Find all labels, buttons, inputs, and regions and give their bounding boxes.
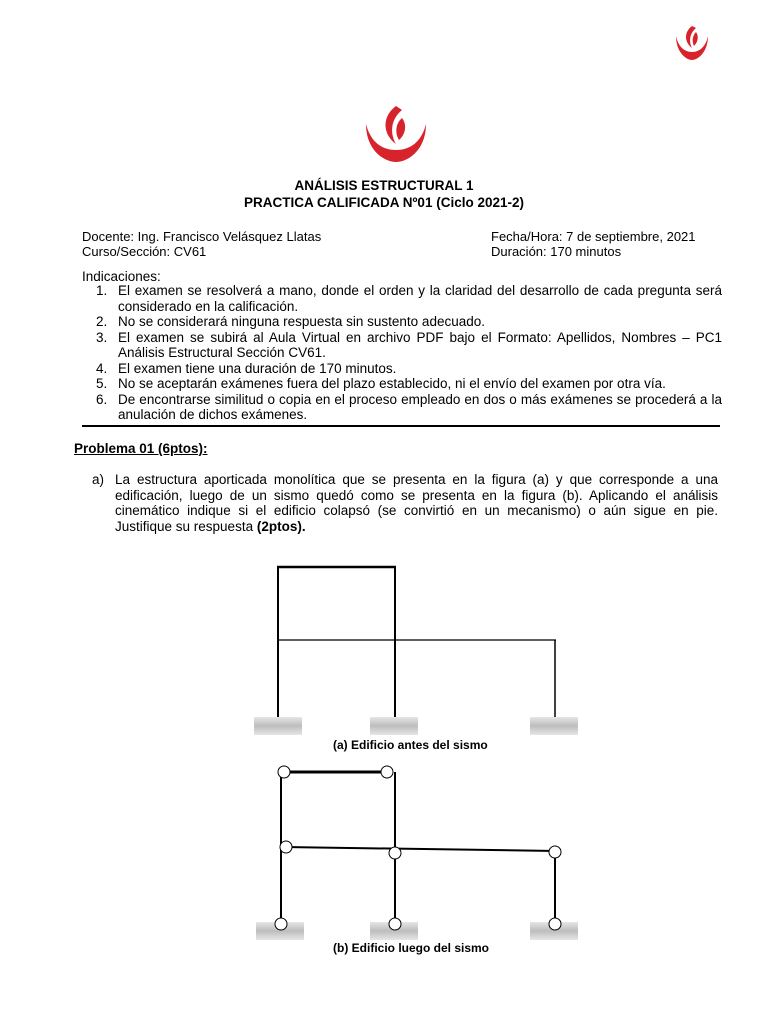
list-item: 6. De encontrarse similitud o copia en el proceso empleado en dos o más exámenes se procederá a la anulación de dichos exámenes. [96, 391, 722, 422]
hinge [381, 766, 393, 778]
duracion-text: Duración: 170 minutos [491, 244, 622, 259]
hinge [278, 766, 290, 778]
list-item: 4. El examen tiene una duración de 170 minutos. [96, 360, 397, 376]
question-label: a) [92, 472, 105, 487]
hinge [549, 846, 561, 858]
exam-title: ANÁLISIS ESTRUCTURAL 1 [294, 178, 474, 193]
ground-support [254, 717, 302, 735]
figure-b-caption: (b) Edificio luego del sismo [333, 941, 490, 955]
list-item: 1. El examen se resolverá a mano, donde el orden y la claridad del desarrollo de cada pregunta será considerado en la calificación. [96, 283, 722, 314]
list-item: 2. No se considerará ninguna respuesta sin sustento adecuado. [96, 314, 485, 329]
beam [284, 847, 556, 851]
list-item: 5. No se aceptarán exámenes fuera del plazo establecido, ni el envío del examen por otra vía. [96, 376, 666, 391]
hinge [389, 847, 401, 859]
list-item: 3. El examen se subirá al Aula Virtual en archivo PDF bajo el Formato: Apellidos, Nombres – PC1 Análisis Estructural Sección CV61. [96, 329, 722, 360]
ground-support [370, 717, 418, 735]
figure-a-caption: (a) Edificio antes del sismo [333, 738, 488, 752]
fecha-text: Fecha/Hora: 7 de septiembre, 2021 [491, 229, 696, 244]
frame-after-earthquake [256, 766, 578, 940]
exam-subtitle: PRACTICA CALIFICADA Nº01 (Ciclo 2021-2) [244, 195, 524, 210]
hinge [389, 918, 401, 930]
problem-heading: Problema 01 (6ptos): [74, 441, 208, 456]
question-points: (2ptos). [256, 518, 306, 534]
hinge [549, 918, 561, 930]
indicaciones-heading: Indicaciones: [82, 269, 161, 284]
hinge [275, 918, 287, 930]
frame-before-earthquake [254, 566, 578, 735]
ground-support [530, 717, 578, 735]
curso-text: Curso/Sección: CV61 [82, 244, 207, 259]
question-text: La estructura aporticada monolítica que se presenta en la figura (a) y que corresponde a una edificación, luego de un sismo quedó como se presenta en la figura (b). Aplicando el análisis cinemático indique si el edificio colapsó (se convirtió en un mecanismo) o aún sigue en pie. Justifique su respuesta [115, 472, 718, 534]
hinge [280, 841, 292, 853]
docente-text: Docente: Ing. Francisco Velásquez Llatas [82, 229, 322, 244]
